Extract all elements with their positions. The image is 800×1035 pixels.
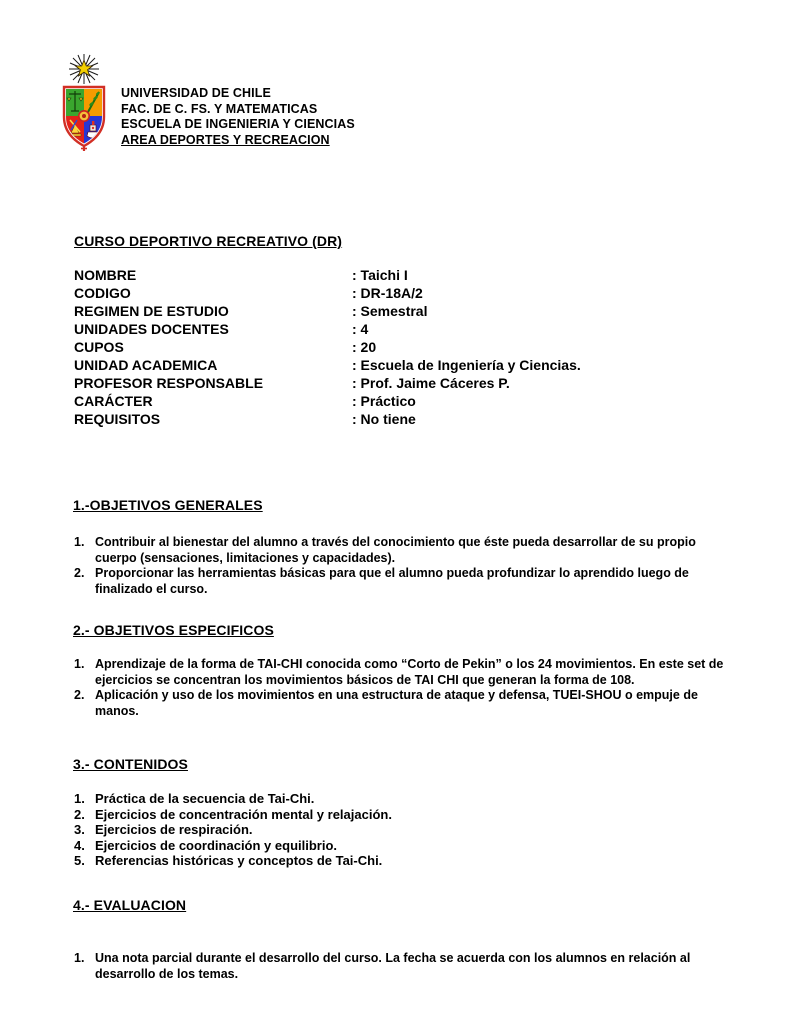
list-item [74, 657, 734, 688]
course-field-row [74, 302, 734, 320]
list-item-number: 1. [74, 535, 85, 549]
list-item-text: Aprendizaje de la forma de TAI-CHI conocida como “Corto de Pekin” o los 24 movimientos. En este set de ejercicios se concentran los movimientos básicos de TAI CHI que generan la forma de 108. [95, 657, 724, 687]
section-heading-objetivos-especificos: 2.- OBJETIVOS ESPECIFICOS [73, 622, 274, 638]
list-item-number: 5. [74, 853, 85, 869]
field-value: : Taichi I [352, 267, 408, 283]
section-list-objetivos-especificos [74, 657, 734, 719]
field-value: : 4 [352, 321, 369, 337]
list-item-text: Referencias históricas y conceptos de Tai-Chi. [95, 853, 383, 869]
course-field-row [74, 266, 734, 284]
institution-line-school: ESCUELA DE INGENIERIA Y CIENCIAS [121, 117, 355, 132]
course-field-row [74, 392, 734, 410]
list-item-text: Práctica de la secuencia de Tai-Chi. [95, 791, 315, 806]
list-item-number: 2. [74, 688, 85, 702]
field-value: : Práctico [352, 393, 416, 409]
course-field-row [74, 338, 734, 356]
institution-header [121, 86, 355, 148]
course-field-row [74, 374, 734, 392]
list-item [74, 951, 734, 982]
course-field-row [74, 320, 734, 338]
field-label: REQUISITOS [74, 411, 161, 427]
list-item-number: 3. [74, 822, 85, 838]
section-heading-evaluacion: 4.- EVALUACION [73, 897, 187, 913]
field-value: : No tiene [352, 411, 416, 427]
field-value: : DR-18A/2 [352, 285, 423, 301]
section-heading-contenidos: 3.- CONTENIDOS [73, 756, 188, 772]
course-title: CURSO DEPORTIVO RECREATIVO (DR) [74, 233, 343, 249]
field-label: PROFESOR RESPONSABLE [74, 375, 264, 391]
field-label: REGIMEN DE ESTUDIO [74, 303, 229, 319]
list-item-number: 1. [74, 791, 85, 806]
section-list-objetivos-generales [74, 535, 734, 597]
list-item-number: 4. [74, 837, 85, 853]
list-item-number: 2. [74, 566, 85, 580]
university-crest-logo [60, 52, 108, 154]
list-item-text: Proporcionar las herramientas básicas para que el alumno pueda profundizar lo aprendido luego de finalizado el curso. [95, 566, 689, 596]
list-item [74, 688, 734, 719]
list-item-text: Contribuir al bienestar del alumno a través del conocimiento que éste pueda desarrollar de su propio cuerpo (sensaciones, limitaciones y capacidades). [95, 535, 696, 565]
institution-line-area: AREA DEPORTES Y RECREACION [121, 132, 330, 147]
field-label: UNIDAD ACADEMICA [74, 357, 218, 373]
list-item [74, 791, 734, 807]
field-label: CODIGO [74, 285, 131, 301]
course-fields [74, 266, 734, 428]
section-list-contenidos [74, 791, 734, 869]
crest-icon [60, 52, 108, 154]
field-label: NOMBRE [74, 267, 137, 283]
section-heading-objetivos-generales: 1.-OBJETIVOS GENERALES [73, 497, 263, 513]
section-list-evaluacion [74, 951, 734, 982]
list-item [74, 566, 734, 597]
list-item [74, 535, 734, 566]
field-value: : Prof. Jaime Cáceres P. [352, 375, 510, 391]
list-item [74, 853, 734, 869]
list-item [74, 807, 734, 823]
list-item-number: 1. [74, 657, 85, 671]
field-label: UNIDADES DOCENTES [74, 321, 229, 337]
list-item-number: 2. [74, 806, 85, 822]
list-item-text: Ejercicios de respiración. [95, 822, 253, 838]
list-item [74, 822, 734, 838]
list-item-text: Una nota parcial durante el desarrollo del curso. La fecha se acuerda con los alumnos en relación al desarrollo de los temas. [95, 951, 691, 981]
list-item-number: 1. [74, 951, 85, 965]
list-item-text: Aplicación y uso de los movimientos en una estructura de ataque y defensa, TUEI-SHOU o empuje de manos. [95, 688, 698, 718]
list-item-text: Ejercicios de coordinación y equilibrio. [95, 837, 338, 853]
course-field-row [74, 356, 734, 374]
field-value: : 20 [352, 339, 377, 355]
institution-line-university: UNIVERSIDAD DE CHILE [121, 86, 271, 100]
field-label: CUPOS [74, 339, 124, 355]
list-item-text: Ejercicios de concentración mental y relajación. [95, 806, 392, 822]
field-value: : Escuela de Ingeniería y Ciencias. [352, 357, 581, 373]
field-label: CARÁCTER [74, 393, 153, 409]
course-field-row [74, 410, 734, 428]
course-field-row [74, 284, 734, 302]
field-value: : Semestral [352, 303, 428, 319]
institution-line-faculty: FAC. DE C. FS. Y MATEMATICAS [121, 101, 318, 116]
list-item [74, 838, 734, 854]
